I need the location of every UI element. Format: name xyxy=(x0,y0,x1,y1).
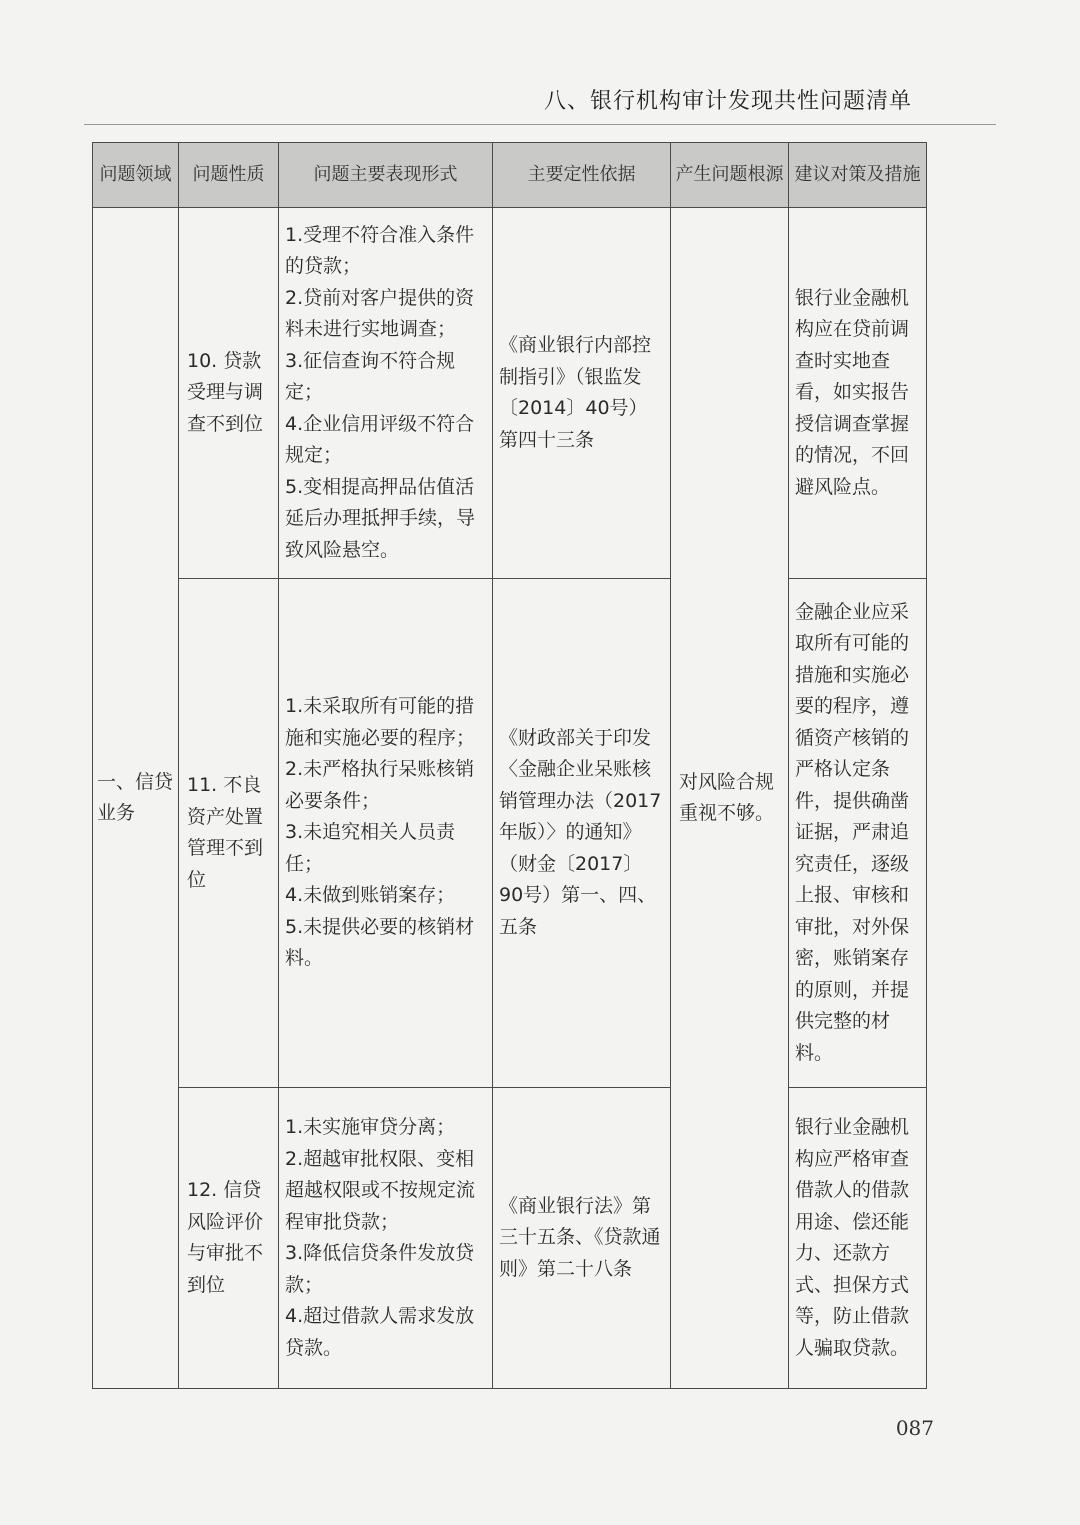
page-number: 087 xyxy=(895,1416,934,1440)
suggestion-cell: 金融企业应采取所有可能的措施和实施必要的程序，遵循资产核销的严格认定条件，提供确凿证据，严肃追究责任，逐级上报、审核和审批，对外保密，账销案存的原则，并提供完整的材料。 xyxy=(789,579,927,1088)
column-header-suggestion: 建议对策及措施 xyxy=(789,143,927,208)
manifestation-item: 2.超越审批权限、变相超越权限或不按规定流程审批贷款； xyxy=(285,1147,476,1233)
suggestion-cell: 银行业金融机构应严格审查借款人的借款用途、偿还能力、还款方式、担保方式等，防止借款人骗取贷款。 xyxy=(789,1088,927,1389)
basis-cell: 《商业银行法》第三十五条、《贷款通则》第二十八条 xyxy=(493,1088,671,1389)
manifestation-item: 3.未追究相关人员责任； xyxy=(285,821,456,875)
manifestation-item: 5.变相提高押品估值活延后办理抵押手续，导致风险悬空。 xyxy=(285,475,476,561)
nature-cell: 11. 不良资产处置管理不到位 xyxy=(179,579,279,1088)
manifestation-item: 5.未提供必要的核销材料。 xyxy=(285,915,475,970)
column-header-manifestation: 问题主要表现形式 xyxy=(279,143,493,208)
manifestation-item: 1.未实施审贷分离； xyxy=(285,1116,456,1138)
table-row xyxy=(93,208,927,579)
manifestation-item: 1.受理不符合准入条件的贷款； xyxy=(285,223,475,278)
header-rule xyxy=(84,124,996,125)
manifestation-item: 3.征信查询不符合规定； xyxy=(285,349,456,404)
suggestion-cell: 银行业金融机构应在贷前调查时实地查看，如实报告授信调查掌握的情况，不回避风险点。 xyxy=(789,208,927,579)
nature-cell: 10. 贷款受理与调查不到位 xyxy=(179,208,279,579)
basis-cell: 《财政部关于印发〈金融企业呆账核销管理办法（2017年版）〉的通知》（财金〔2017〕90号）第一、四、五条 xyxy=(493,579,671,1088)
page-header-title: 八、银行机构审计发现共性问题清单 xyxy=(543,89,912,114)
column-header-root-cause: 产生问题根源 xyxy=(671,143,789,208)
manifestation-item: 2.贷前对客户提供的资料未进行实地调查； xyxy=(285,286,475,341)
root-cause-cell: 对风险合规重视不够。 xyxy=(671,208,789,1389)
table-header-row xyxy=(93,143,927,208)
column-header-basis: 主要定性依据 xyxy=(493,143,671,208)
manifestation-cell xyxy=(279,208,493,579)
audit-issue-table xyxy=(92,142,927,1389)
manifestation-item: 2.未严格执行呆账核销必要条件； xyxy=(285,758,475,812)
manifestation-cell xyxy=(279,1088,493,1389)
domain-cell: 一、信贷业务 xyxy=(93,208,179,1389)
column-header-nature: 问题性质 xyxy=(179,143,279,208)
manifestation-cell xyxy=(279,579,493,1088)
manifestation-item: 1.未采取所有可能的措施和实施必要的程序； xyxy=(285,695,476,749)
manifestation-item: 4.未做到账销案存； xyxy=(285,884,456,907)
nature-cell: 12. 信贷风险评价与审批不到位 xyxy=(179,1088,279,1389)
basis-cell: 《商业银行内部控制指引》（银监发〔2014〕40号）第四十三条 xyxy=(493,208,671,579)
manifestation-item: 3.降低信贷条件发放贷款； xyxy=(285,1242,475,1296)
table-row xyxy=(93,1088,927,1389)
table-row xyxy=(93,579,927,1088)
manifestation-item: 4.超过借款人需求发放贷款。 xyxy=(285,1305,475,1359)
column-header-domain: 问题领域 xyxy=(93,143,179,208)
manifestation-item: 4.企业信用评级不符合规定； xyxy=(285,412,475,467)
